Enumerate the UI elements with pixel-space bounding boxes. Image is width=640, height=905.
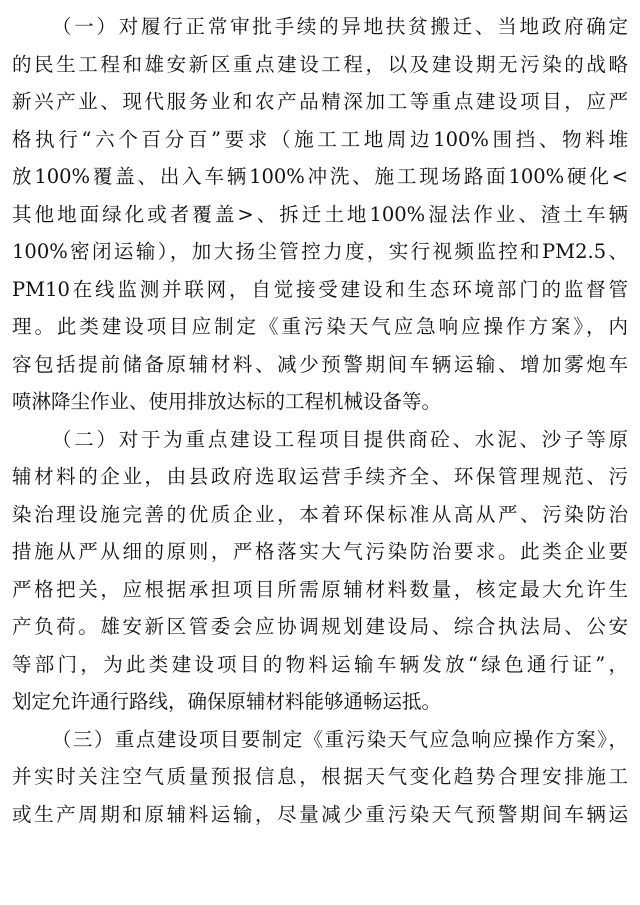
text-line: 其他地面绿化或者覆盖>、拆迁土地100%湿法作业、渣土车辆 bbox=[12, 202, 628, 226]
text-line: （三）重点建设项目要制定《重污染天气应急响应操作方案》， bbox=[52, 727, 628, 751]
text-line: 辅材料的企业，由县政府选取运营手续齐全、环保管理规范、污 bbox=[12, 465, 628, 488]
text-line: 的民生工程和雄安新区重点建设工程，以及建设期无污染的战略 bbox=[12, 52, 628, 76]
paragraph-1 bbox=[12, 8, 628, 421]
text-line: 等部门，为此类建设项目的物料运输车辆发放“绿色通行证”， bbox=[12, 652, 628, 676]
text-line: 产负荷。雄安新区管委会应协调规划建设局、综合执法局、公安 bbox=[12, 615, 628, 638]
text-line: 严格把关，应根据承担项目所需原辅材料数量，核定最大允许生 bbox=[12, 577, 628, 601]
text-line: 喷淋降尘作业、使用排放达标的工程机械设备等。 bbox=[12, 390, 442, 413]
paragraph-2 bbox=[12, 421, 628, 721]
text-line: PM10在线监测并联网，自觉接受建设和生态环境部门的监督管 bbox=[12, 277, 628, 301]
text-line: 理。此类建设项目应制定《重污染天气应急响应操作方案》，内 bbox=[12, 315, 628, 338]
text-line: 划定允许通行路线，确保原辅材料能够通畅运抵。 bbox=[12, 690, 442, 713]
paragraph-3 bbox=[12, 721, 628, 834]
text-line: （二）对于为重点建设工程项目提供商砼、水泥、沙子等原 bbox=[52, 427, 628, 451]
text-line: （一）对履行正常审批手续的异地扶贫搬迁、当地政府确定 bbox=[52, 15, 628, 38]
text-line: 容包括提前储备原辅材料、减少预警期间车辆运输、增加雾炮车 bbox=[12, 352, 628, 376]
text-line: 或生产周期和原辅料运输，尽量减少重污染天气预警期间车辆运 bbox=[12, 802, 628, 826]
text-line: 格执行“六个百分百”要求（施工工地周边100%围挡、物料堆 bbox=[12, 127, 628, 151]
text-line: 放100%覆盖、出入车辆100%冲洗、施工现场路面100%硬化< bbox=[12, 165, 628, 188]
text-line: 100%密闭运输），加大扬尘管控力度，实行视频监控和PM2.5、 bbox=[12, 240, 628, 263]
text-line: 染治理设施完善的优质企业，本着环保标准从高从严、污染防治 bbox=[12, 502, 628, 526]
text-line: 措施从严从细的原则，严格落实大气污染防治要求。此类企业要 bbox=[12, 540, 628, 563]
text-line: 并实时关注空气质量预报信息，根据天气变化趋势合理安排施工 bbox=[12, 765, 628, 788]
text-line: 新兴产业、现代服务业和农产品精深加工等重点建设项目，应严 bbox=[12, 90, 628, 113]
